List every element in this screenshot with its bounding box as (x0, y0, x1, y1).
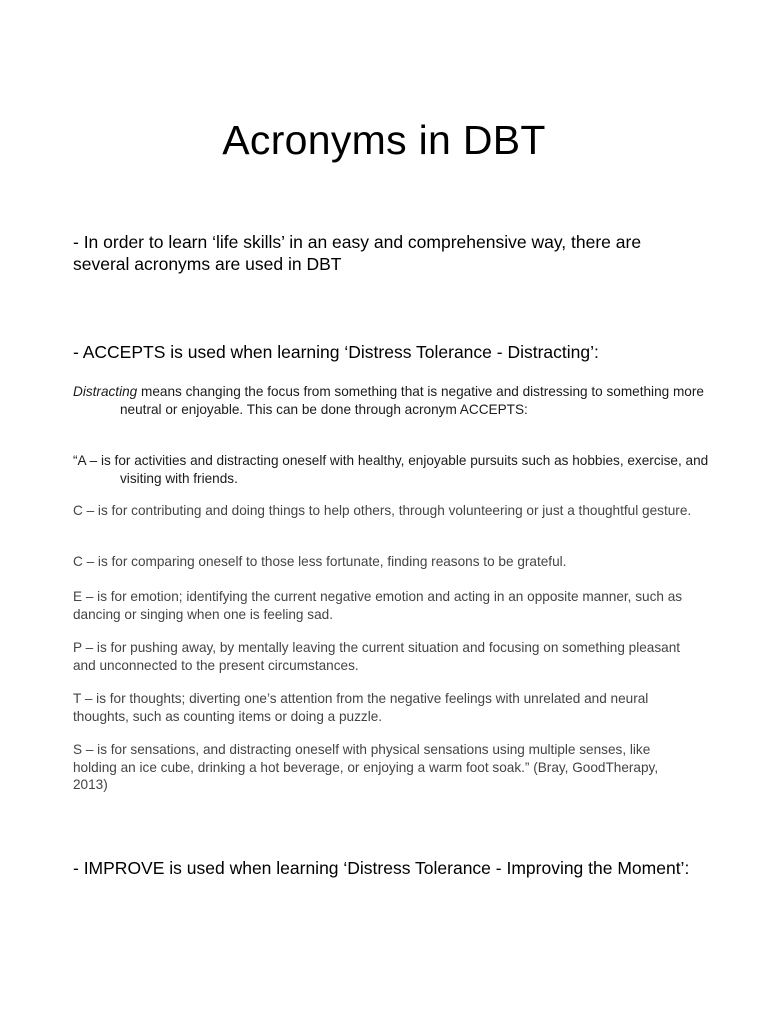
accepts-item-comparing: C – is for comparing oneself to those less fortunate, finding reasons to be grateful. (73, 554, 567, 569)
accepts-item-sensations: S – is for sensations, and distracting oneself with physical sensations using multiple senses, like holding an ice cube, drinking a hot beverage, or enjoying a warm foot soak.” (Bray, GoodTherapy, 2013) (73, 742, 659, 792)
accepts-item-activities: “A – is for activities and distracting oneself with healthy, enjoyable pursuits such as hobbies, exercise, and visiting with friends. (73, 453, 709, 486)
distracting-definition (73, 383, 740, 418)
accepts-item-pushing-away: P – is for pushing away, by mentally leaving the current situation and focusing on something pleasant and unconnected to the present circumstances. (73, 640, 681, 673)
page-title: Acronyms in DBT (222, 117, 546, 163)
accepts-item-thoughts: T – is for thoughts; diverting one’s attention from the negative feelings with unrelated and neural thoughts, such as counting items or doing a puzzle. (73, 691, 649, 724)
improve-heading: - IMPROVE is used when learning ‘Distress Tolerance - Improving the Moment’: (73, 858, 690, 878)
distracting-definition-text: means changing the focus from something that is negative and distressing to something more neutral or enjoyable. This can be done through acronym ACCEPTS: (120, 384, 704, 417)
distracting-term: Distracting (73, 384, 138, 399)
accepts-item-emotion: E – is for emotion; identifying the current negative emotion and acting in an opposite manner, such as dancing or singing when one is feeling sad. (73, 589, 683, 622)
accepts-item-contributing: C – is for contributing and doing things to help others, through volunteering or just a thoughtful gesture. (73, 503, 692, 518)
intro-paragraph: - In order to learn ‘life skills’ in an easy and comprehensive way, there are several acronyms are used in DBT (73, 232, 642, 274)
accepts-heading: - ACCEPTS is used when learning ‘Distress Tolerance - Distracting’: (73, 342, 599, 362)
